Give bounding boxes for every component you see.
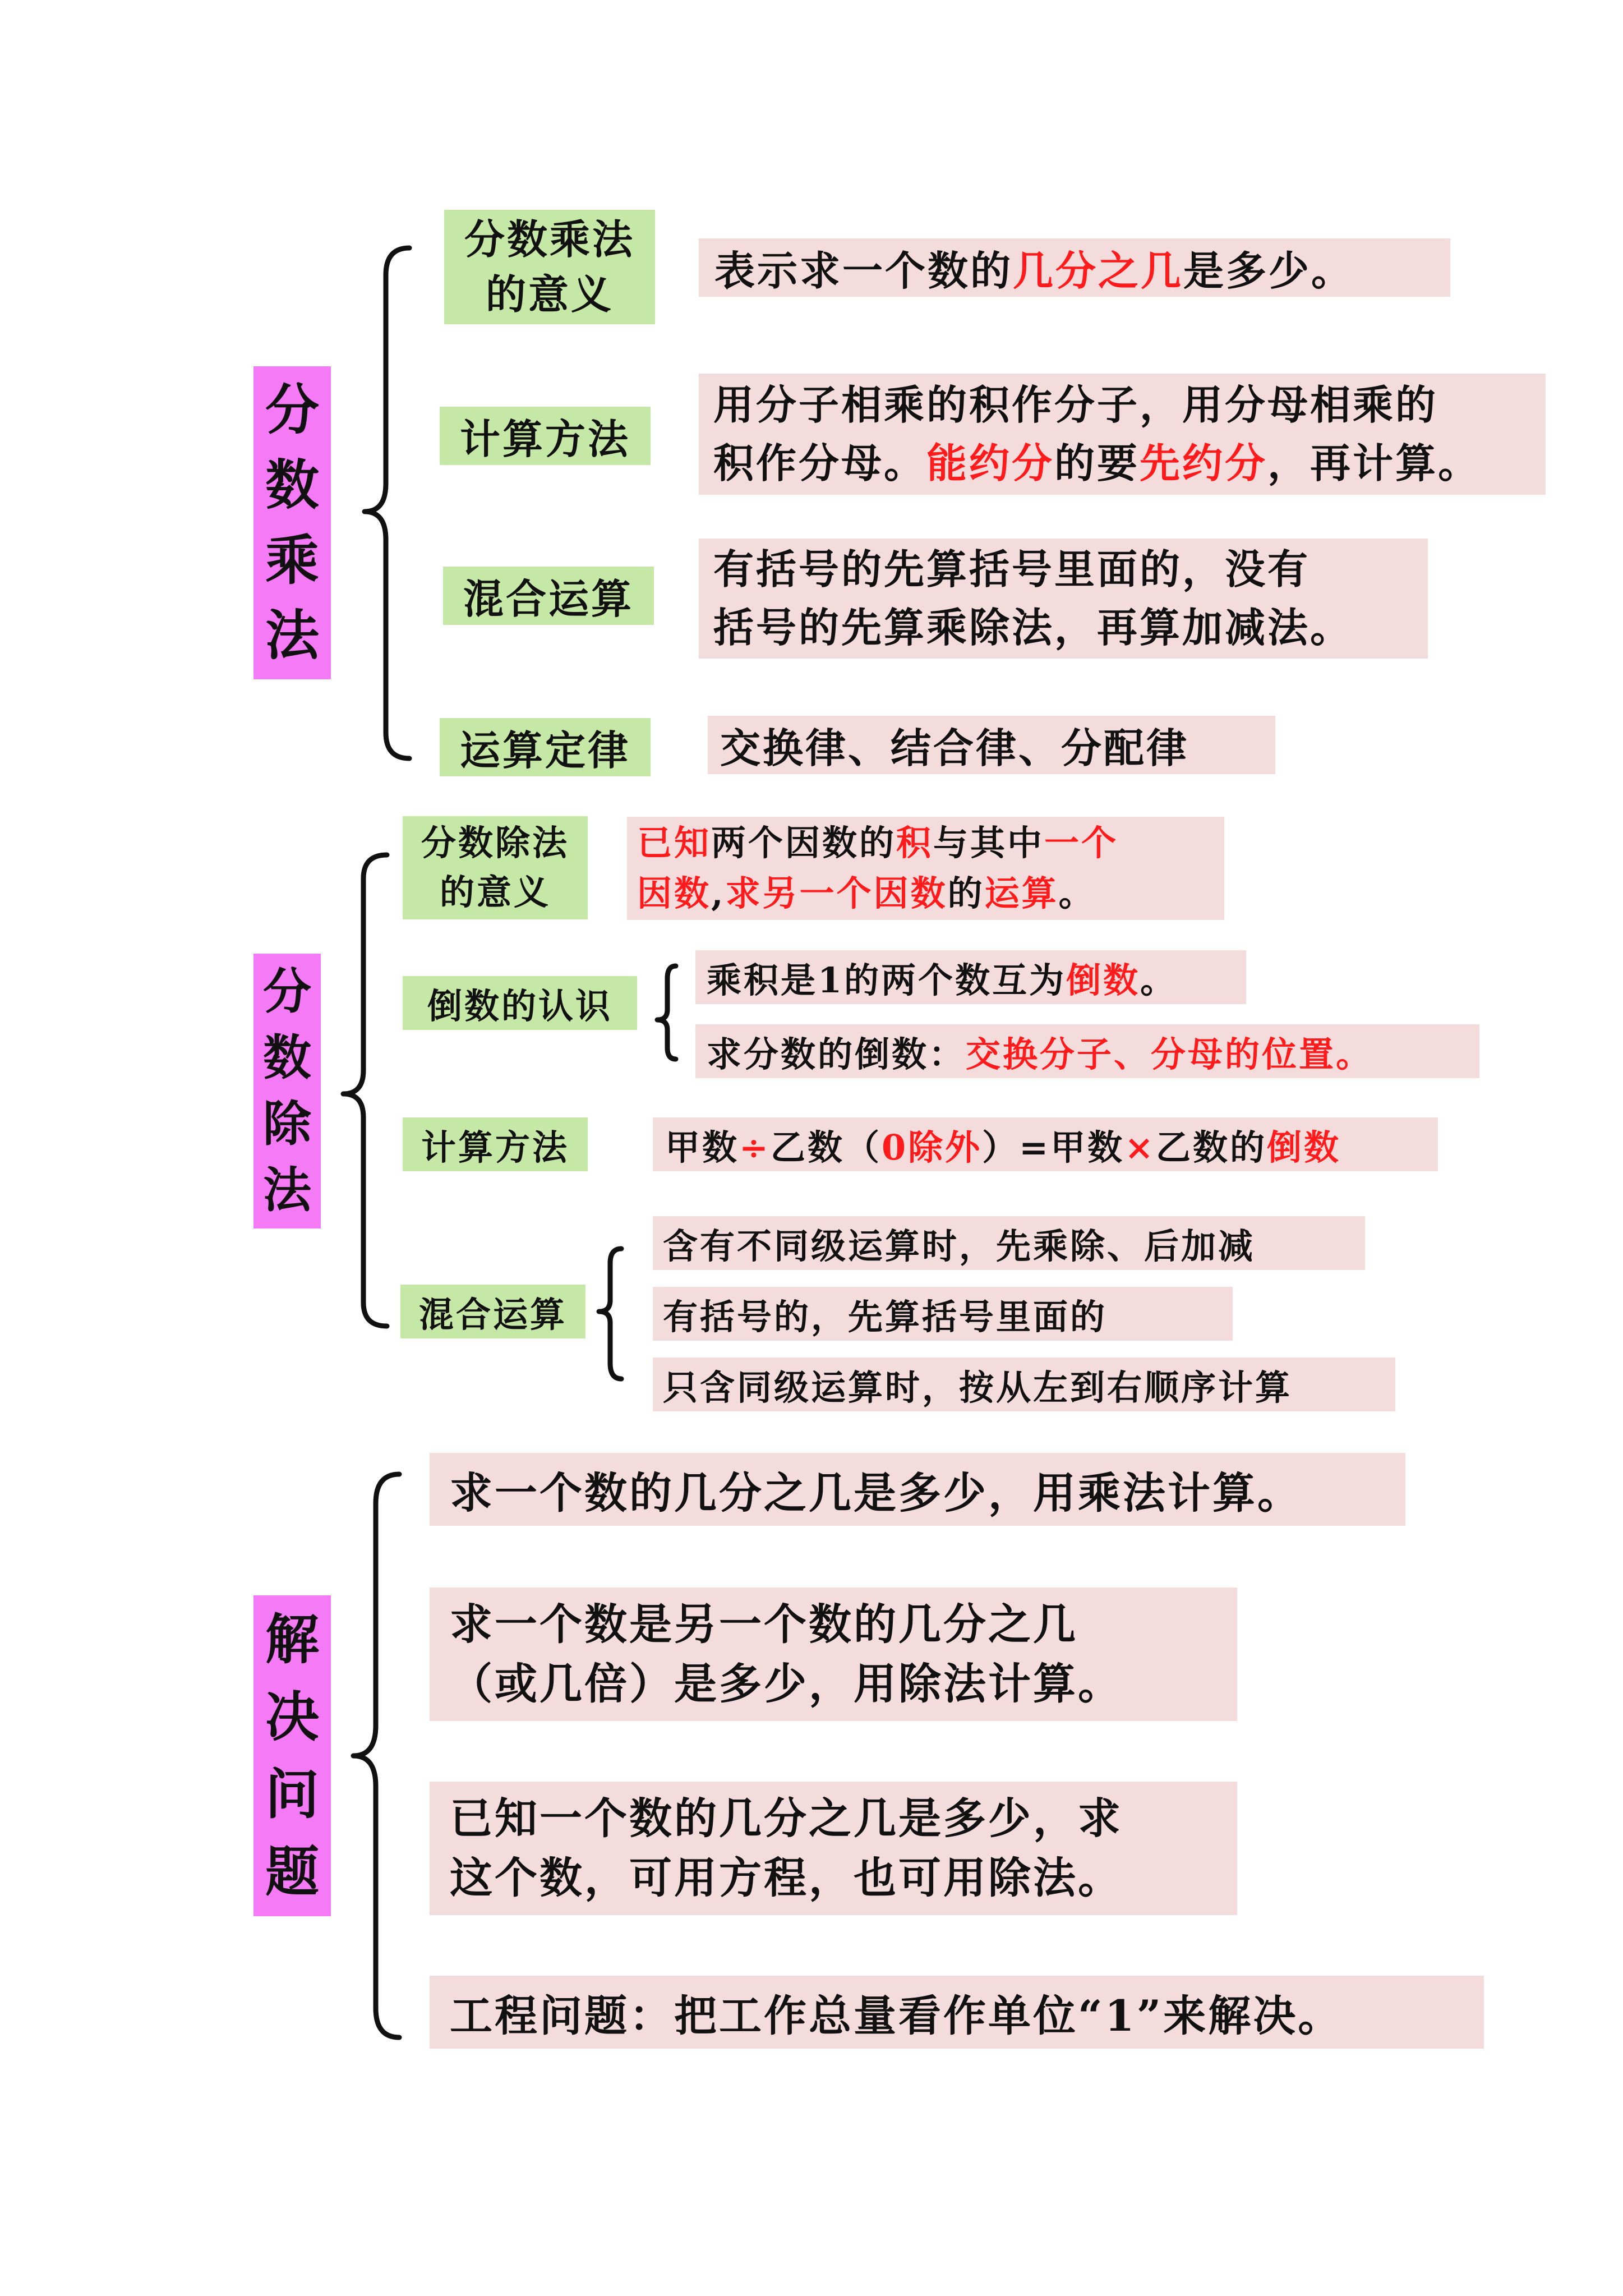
body-text: 求一个数是另一个数的几分之几 xyxy=(450,1599,1078,1649)
section-title-problem-solving: 解 决 问 题 xyxy=(253,1595,331,1916)
body-text: 求分数的倒数： xyxy=(707,1033,966,1075)
highlight-text: 因数 xyxy=(637,873,712,914)
highlight-text: 一个 xyxy=(1044,822,1119,863)
highlight-text: 先约分 xyxy=(1140,439,1268,487)
highlight-text: 倒数 xyxy=(1066,959,1141,1001)
label-div-mixed: 混合运算 xyxy=(400,1285,585,1338)
label-div-method: 计算方法 xyxy=(403,1117,588,1171)
body-text: 的 xyxy=(947,873,985,914)
problem-find-number xyxy=(430,1782,1237,1915)
body-text: 求一个数的几分之几是多少，用乘法计算。 xyxy=(450,1467,1302,1518)
body-text: 是多少。 xyxy=(1183,247,1354,295)
problem-work xyxy=(430,1976,1484,2049)
section-title-division: 分 数 除 法 xyxy=(253,954,321,1228)
highlight-text: 运算 xyxy=(984,873,1059,914)
body-text: 只含同级运算时，按从左到右顺序计算 xyxy=(663,1366,1293,1408)
body-text: 这个数，可用方程，也可用除法。 xyxy=(450,1853,1123,1903)
body-text: , xyxy=(711,873,726,914)
body-text: 括号的先算乘除法，再算加减法。 xyxy=(713,604,1353,651)
body-text: 两个因数的 xyxy=(711,822,897,863)
body-text: 已知一个数的几分之几是多少，求 xyxy=(450,1793,1123,1843)
body-text: 工程问题：把工作总量看作单位“1”来解决。 xyxy=(450,1990,1343,2041)
body-text: 乙数（ xyxy=(770,1126,882,1168)
label-reciprocal: 倒数的认识 xyxy=(403,976,637,1030)
body-text: 。 xyxy=(1140,959,1178,1001)
problem-fraction-of-number xyxy=(430,1588,1237,1721)
body-text: （或几倍）是多少，用除法计算。 xyxy=(450,1659,1123,1709)
highlight-text: × xyxy=(1124,1126,1156,1168)
body-text: 甲数 xyxy=(665,1126,740,1168)
body-text: 积作分母。 xyxy=(713,439,927,487)
label-mult-laws: 运算定律 xyxy=(440,718,651,776)
highlight-text: 积 xyxy=(896,822,934,863)
body-text: 交换律、结合律、分配律 xyxy=(720,724,1189,772)
highlight-text: 已知 xyxy=(637,822,712,863)
body-text: 含有不同级运算时，先乘除、后加减 xyxy=(663,1225,1256,1267)
label-div-meaning: 分数除法 的意义 xyxy=(403,816,588,919)
highlight-text: 求另一个因数 xyxy=(725,873,948,914)
body-text: 的要 xyxy=(1054,439,1140,487)
label-mult-mixed: 混合运算 xyxy=(443,567,654,625)
section-title-multiplication: 分 数 乘 法 xyxy=(253,366,331,679)
highlight-text: 能约分 xyxy=(926,439,1055,487)
label-mult-meaning: 分数乘法 的意义 xyxy=(444,210,655,324)
body-text: ，再计算。 xyxy=(1267,439,1481,487)
body-text: 与其中 xyxy=(933,822,1045,863)
label-mult-method: 计算方法 xyxy=(440,407,651,465)
highlight-text: 倒数 xyxy=(1267,1126,1341,1168)
highlight-text: 几分之几 xyxy=(1013,247,1184,295)
body-text: 有括号的先算括号里面的，没有 xyxy=(713,545,1311,593)
body-text: 有括号的，先算括号里面的 xyxy=(663,1296,1108,1337)
body-text: 乘积是1的两个数互为 xyxy=(707,959,1067,1001)
body-text: 表示求一个数的 xyxy=(714,247,1013,295)
highlight-text: 0除外 xyxy=(881,1126,983,1168)
body-text: 。 xyxy=(1058,873,1096,914)
body-text: 用分子相乘的积作分子，用分母相乘的 xyxy=(713,381,1438,429)
highlight-text: ÷ xyxy=(739,1126,771,1168)
body-text: 乙数的 xyxy=(1156,1126,1267,1168)
highlight-text: 交换分子、分母的位置。 xyxy=(966,1033,1373,1075)
problem-multiplication xyxy=(430,1453,1405,1526)
body-text: ）=甲数 xyxy=(982,1126,1125,1168)
